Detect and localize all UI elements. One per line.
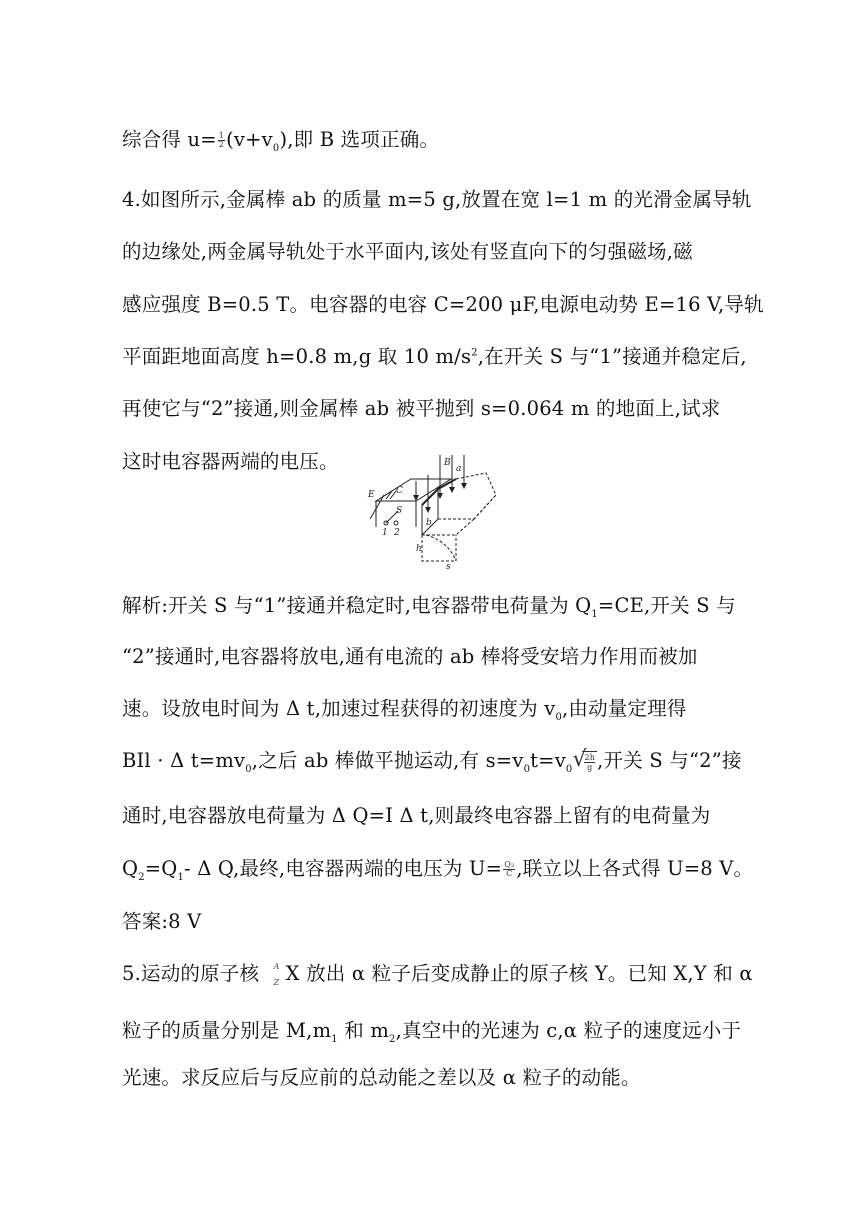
label-s: s [446,562,451,571]
text: ,由动量定理得 [562,697,687,720]
fraction-numerator: Q₂ [504,860,515,869]
text: =Q [144,857,178,880]
subscript: 0 [245,763,252,775]
text: ),即 B 选项正确。 [279,128,440,151]
text: t=v [530,749,566,772]
text: 综合得 u= [122,128,217,151]
text: - Δ Q,最终,电容器两端的电压为 U= [184,857,503,880]
subscript: 0 [555,711,562,723]
fraction-numerator: 1 [218,131,225,140]
text: =CE,开关 S 与 [597,594,736,617]
question-4-line-4 [122,341,747,369]
text: ,联立以上各式得 U=8 V。 [516,857,754,880]
label-a: a [456,464,462,474]
question-5-line-3: 光速。求反应后与反应前的总动能之差以及 α 粒子的动能。 [122,1066,641,1089]
trajectory-upper [456,473,496,519]
subscript: 1 [591,608,598,620]
question-4-line-5: 再使它与“2”接通,则金属棒 ab 被平抛到 s=0.064 m 的地面上,试求 [122,397,721,420]
subscript: 1 [177,871,185,883]
label-1: 1 [382,528,388,538]
text: ,之后 ab 棒做平抛运动,有 s=v [251,749,524,772]
solution-line-5: 通时,电容器放电荷量为 Δ Q=I Δ t,则最终电容器上留有的电荷量为 [122,804,711,827]
question-4-line-3: 感应强度 B=0.5 T。电容器的电容 C=200 μF,电源电动势 E=16 V,导轨 [122,293,764,316]
label-h: h [416,544,422,554]
solution-line-1 [122,590,736,620]
square-root: √ $\frac{2h}{g}$ [572,747,596,772]
text: ,真空中的光速为 c,α 粒子的速度远小于 [395,1019,742,1042]
fraction-denominator: C [506,869,513,878]
text: BIl · Δ t=mv [122,749,246,772]
question-4-line-1: 4.如图所示,金属棒 ab 的质量 m=5 g,放置在宽 l=1 m 的光滑金属导轨 [122,188,752,211]
mass-number: A [273,961,280,971]
switch-contact-2 [394,521,398,525]
text: ,在开关 S 与“1”接通并稳定后, [477,345,747,368]
fraction-q2-over-c [503,861,515,878]
text: Q [122,857,139,880]
text: 平面距地面高度 h=0.8 m,g 取 10 m/s [122,345,472,368]
solution-line-4 [122,745,742,775]
solution-line-6 [122,853,753,883]
text: 和 m [337,1019,390,1042]
circuit-rail-figure [356,451,506,571]
subscript: 0 [565,763,573,775]
label-b: b [426,518,432,528]
atomic-number: Z [273,977,280,987]
text: (v+v [226,128,273,151]
text: 解析:开关 S 与“1”接通并稳定时,电容器带电荷量为 Q [122,594,592,617]
question-4-line-6: 这时电容器两端的电压。 [122,450,339,473]
parabola-path [426,535,456,561]
fraction-denominator: 2 [218,140,225,149]
subscript: 1 [331,1033,338,1045]
question-5-line-2 [122,1015,741,1045]
height-box [422,535,456,561]
label-C: C [396,486,403,496]
text: X 放出 α 粒子后变成静止的原子核 Y。已知 X,Y 和 α [285,962,753,985]
subscript: 0 [272,142,280,154]
label-E: E [368,490,375,500]
fraction-half [218,132,225,149]
subscript: 0 [523,763,531,775]
solution-line-3 [122,693,687,723]
question-4-line-2: 的边缘处,两金属导轨处于水平面内,该处有竖直向下的匀强磁场,磁 [122,240,693,263]
subscript: 2 [389,1033,396,1045]
text-line-1 [122,124,439,154]
question-5-line-1 [122,958,753,988]
ground-edge [438,495,496,519]
text: 5.运动的原子核 [122,962,266,985]
label-2: 2 [394,528,400,538]
text: 速。设放电时间为 Δ t,加速过程获得的初速度为 v [122,697,556,720]
sqrt-numerator: 2h [584,753,596,762]
nuclide-symbol [266,962,286,988]
subscript: 2 [138,871,145,883]
label-B: B [444,458,451,468]
text: ,开关 S 与“2”接 [597,749,742,772]
sqrt-denominator: g [587,763,593,772]
answer-line: 答案:8 V [122,910,202,933]
superscript: 2 [471,347,478,359]
label-S: S [396,506,403,516]
solution-line-2: “2”接通时,电容器将放电,通有电流的 ab 棒将受安培力作用而被加 [122,645,698,668]
text: 粒子的质量分别是 M,m [122,1019,332,1042]
